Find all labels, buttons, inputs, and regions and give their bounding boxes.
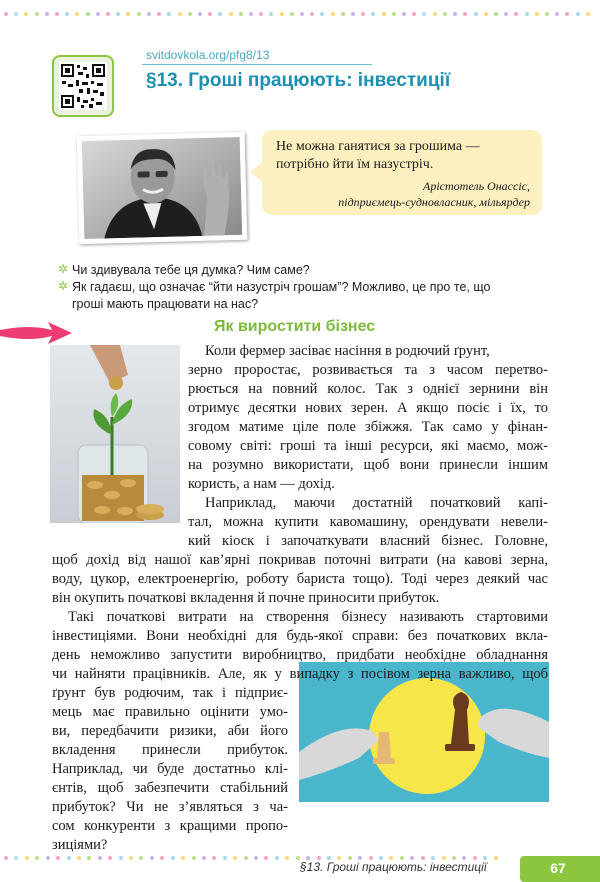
decorative-dot bbox=[290, 12, 294, 16]
decorative-dot bbox=[86, 12, 90, 16]
decorative-dot bbox=[269, 12, 273, 16]
quote-author-description: підприємець-судновласник, мільярдер bbox=[338, 195, 530, 209]
decorative-dot bbox=[14, 12, 18, 16]
decorative-dot bbox=[157, 12, 161, 16]
decorative-dot bbox=[87, 856, 91, 860]
decorative-dot bbox=[137, 12, 141, 16]
quote-bubble bbox=[262, 130, 542, 215]
decorative-dot bbox=[331, 12, 335, 16]
decorative-dot bbox=[244, 856, 248, 860]
body-line: зиціями? bbox=[52, 837, 108, 853]
body-line: чи найняти працівників. Але, як у випадку з посівом зерна важливо, щоб bbox=[52, 666, 548, 682]
decorative-dot bbox=[351, 12, 355, 16]
body-line: Наприклад, чи буде достатньо клі- bbox=[52, 761, 288, 777]
body-line: рюється на повний колос. Так з однієї зернини він bbox=[188, 381, 548, 397]
decorative-dot bbox=[576, 12, 580, 16]
decorative-dot bbox=[249, 12, 253, 16]
quote-line-1: Не можна ганятися за грошима — bbox=[276, 139, 480, 154]
decorative-dot bbox=[453, 12, 457, 16]
decorative-dot bbox=[55, 12, 59, 16]
decorative-dot bbox=[545, 12, 549, 16]
decorative-dot bbox=[514, 12, 518, 16]
decorative-dot bbox=[285, 856, 289, 860]
decorative-dot bbox=[443, 12, 447, 16]
question-1: Чи здивувала тебе ця думка? Чим саме? bbox=[72, 263, 310, 277]
decorative-dot bbox=[525, 12, 529, 16]
decorative-dot bbox=[555, 12, 559, 16]
quote-line-2: потрібно йти їм назустріч. bbox=[276, 157, 434, 172]
quote-author: Арістотель Онассіс, bbox=[423, 179, 530, 193]
decorative-dot bbox=[310, 12, 314, 16]
decorative-dot bbox=[208, 12, 212, 16]
decorative-dot bbox=[167, 12, 171, 16]
decorative-dot bbox=[14, 856, 18, 860]
decorative-dot bbox=[35, 856, 39, 860]
decorative-dot bbox=[341, 12, 345, 16]
body-line: кий кіоск і започаткувати власний бізнес. Головне, bbox=[188, 533, 548, 549]
decorative-dot bbox=[45, 12, 49, 16]
section-heading: Як виростити бізнес bbox=[214, 318, 376, 335]
decorative-dot bbox=[229, 12, 233, 16]
decorative-dot bbox=[4, 856, 8, 860]
decorative-dot bbox=[188, 12, 192, 16]
decorative-dot bbox=[147, 12, 151, 16]
decorative-dot bbox=[218, 12, 222, 16]
decorative-dot bbox=[280, 12, 284, 16]
body-line: отримує десятки нових зерен. А якщо посіє і їх, то bbox=[188, 400, 548, 416]
top-dotted-border bbox=[0, 12, 600, 20]
decorative-dot bbox=[382, 12, 386, 16]
decorative-dot bbox=[494, 856, 498, 860]
decorative-dot bbox=[129, 856, 133, 860]
decorative-dot bbox=[586, 12, 590, 16]
decorative-dot bbox=[46, 856, 50, 860]
section-arrow-icon bbox=[0, 322, 72, 344]
url-underline bbox=[142, 64, 372, 65]
decorative-dot bbox=[275, 856, 279, 860]
decorative-dot bbox=[320, 12, 324, 16]
decorative-dot bbox=[239, 12, 243, 16]
decorative-dot bbox=[192, 856, 196, 860]
body-line: щоб дохід від нашої кав’ярні покривав поточні витрати (на кавові зерна, bbox=[52, 552, 548, 568]
decorative-dot bbox=[463, 12, 467, 16]
decorative-dot bbox=[160, 856, 164, 860]
body-line: день неможливо запустити виробництво, придбати необхідне обладнання bbox=[52, 647, 548, 663]
quote-pointer bbox=[250, 162, 262, 182]
decorative-dot bbox=[474, 12, 478, 16]
decorative-dot bbox=[108, 856, 112, 860]
body-line: мець має правильно оцінити умо- bbox=[52, 704, 288, 720]
header-url[interactable]: svitdovkola.org/pfg8/13 bbox=[146, 48, 270, 62]
body-line: зерно проростає, розвивається та з часом перетво- bbox=[188, 362, 548, 378]
body-line: ви, передбачити ризики, аби його bbox=[52, 723, 288, 739]
decorative-dot bbox=[171, 856, 175, 860]
decorative-dot bbox=[254, 856, 258, 860]
decorative-dot bbox=[35, 12, 39, 16]
decorative-dot bbox=[371, 12, 375, 16]
decorative-dot bbox=[433, 12, 437, 16]
question-2-line-2: гроші мають працювати на нас? bbox=[72, 297, 259, 311]
body-line: вкладення принесли прибуток. bbox=[52, 742, 288, 758]
decorative-dot bbox=[116, 12, 120, 16]
decorative-dot bbox=[223, 856, 227, 860]
body-line: єнтів, щоб забезпечити стабільний bbox=[52, 780, 288, 796]
decorative-dot bbox=[119, 856, 123, 860]
decorative-dot bbox=[264, 856, 268, 860]
decorative-dot bbox=[300, 12, 304, 16]
body-line: сом конкуренти з кращими пропо- bbox=[52, 818, 288, 834]
body-line: він окупить початкові вкладення й почне приносити прибуток. bbox=[52, 590, 440, 606]
body-line: воду, цукор, електроенергію, роботу бариста тощо). Тоді через деякий час bbox=[52, 571, 548, 587]
decorative-dot bbox=[150, 856, 154, 860]
body-line: Такі початкові витрати на створення бізнесу називають стартовими bbox=[68, 609, 548, 625]
body-line: прибуток? Чи не з’являться з ча- bbox=[52, 799, 288, 815]
decorative-dot bbox=[25, 856, 29, 860]
page-title: §13. Гроші працюють: інвестиції bbox=[146, 70, 451, 91]
decorative-dot bbox=[65, 12, 69, 16]
body-line: Коли фермер засіває насіння в родючий ґрунт, bbox=[205, 343, 490, 359]
body-line: на розумно використати, щоб вони принесли іншим bbox=[188, 457, 548, 473]
body-line: ґрунт був родючим, так і підприє- bbox=[52, 685, 288, 701]
decorative-dot bbox=[259, 12, 263, 16]
decorative-dot bbox=[422, 12, 426, 16]
decorative-dot bbox=[96, 12, 100, 16]
qr-code-icon bbox=[59, 62, 107, 110]
running-title: §13. Гроші працюють: інвестиції bbox=[300, 860, 487, 874]
decorative-dot bbox=[56, 856, 60, 860]
body-line: згодом матиме ціле поле збіжжя. Так само у фінан- bbox=[188, 419, 548, 435]
decorative-dot bbox=[181, 856, 185, 860]
decorative-dot bbox=[139, 856, 143, 860]
decorative-dot bbox=[198, 12, 202, 16]
page-number-tab bbox=[520, 856, 600, 882]
decorative-dot bbox=[504, 12, 508, 16]
decorative-dot bbox=[77, 856, 81, 860]
body-line: користь, а нам — дохід. bbox=[188, 476, 335, 492]
decorative-dot bbox=[212, 856, 216, 860]
decorative-dot bbox=[484, 12, 488, 16]
decorative-dot bbox=[178, 12, 182, 16]
decorative-dot bbox=[126, 12, 130, 16]
decorative-dot bbox=[565, 12, 569, 16]
decorative-dot bbox=[67, 856, 71, 860]
question-bullet-icon: ✲ bbox=[58, 279, 69, 293]
question-bullet-icon: ✲ bbox=[58, 262, 69, 276]
decorative-dot bbox=[361, 12, 365, 16]
coins-plant-photo bbox=[50, 345, 180, 523]
decorative-dot bbox=[4, 12, 8, 16]
body-line: совому світі: гроші та інші ресурси, які маємо, мож- bbox=[188, 438, 548, 454]
decorative-dot bbox=[202, 856, 206, 860]
decorative-dot bbox=[392, 12, 396, 16]
body-line: інвестиціями. Вони необхідні для будь-якої справи: без початкових вкла- bbox=[52, 628, 548, 644]
decorative-dot bbox=[98, 856, 102, 860]
body-line: Наприклад, маючи достатній початковий капі- bbox=[205, 495, 548, 511]
portrait-photo bbox=[77, 132, 248, 244]
decorative-dot bbox=[106, 12, 110, 16]
decorative-dot bbox=[24, 12, 28, 16]
page-number: 67 bbox=[550, 860, 566, 876]
decorative-dot bbox=[233, 856, 237, 860]
decorative-dot bbox=[412, 12, 416, 16]
decorative-dot bbox=[494, 12, 498, 16]
decorative-dot bbox=[535, 12, 539, 16]
decorative-dot bbox=[75, 12, 79, 16]
body-line: тал, можна купити кавомашину, орендувати невели- bbox=[188, 514, 548, 530]
decorative-dot bbox=[402, 12, 406, 16]
question-2-line-1: Як гадаєш, що означає “йти назустріч грошам”? Можливо, це про те, що bbox=[72, 280, 491, 294]
qr-code[interactable] bbox=[52, 55, 114, 117]
